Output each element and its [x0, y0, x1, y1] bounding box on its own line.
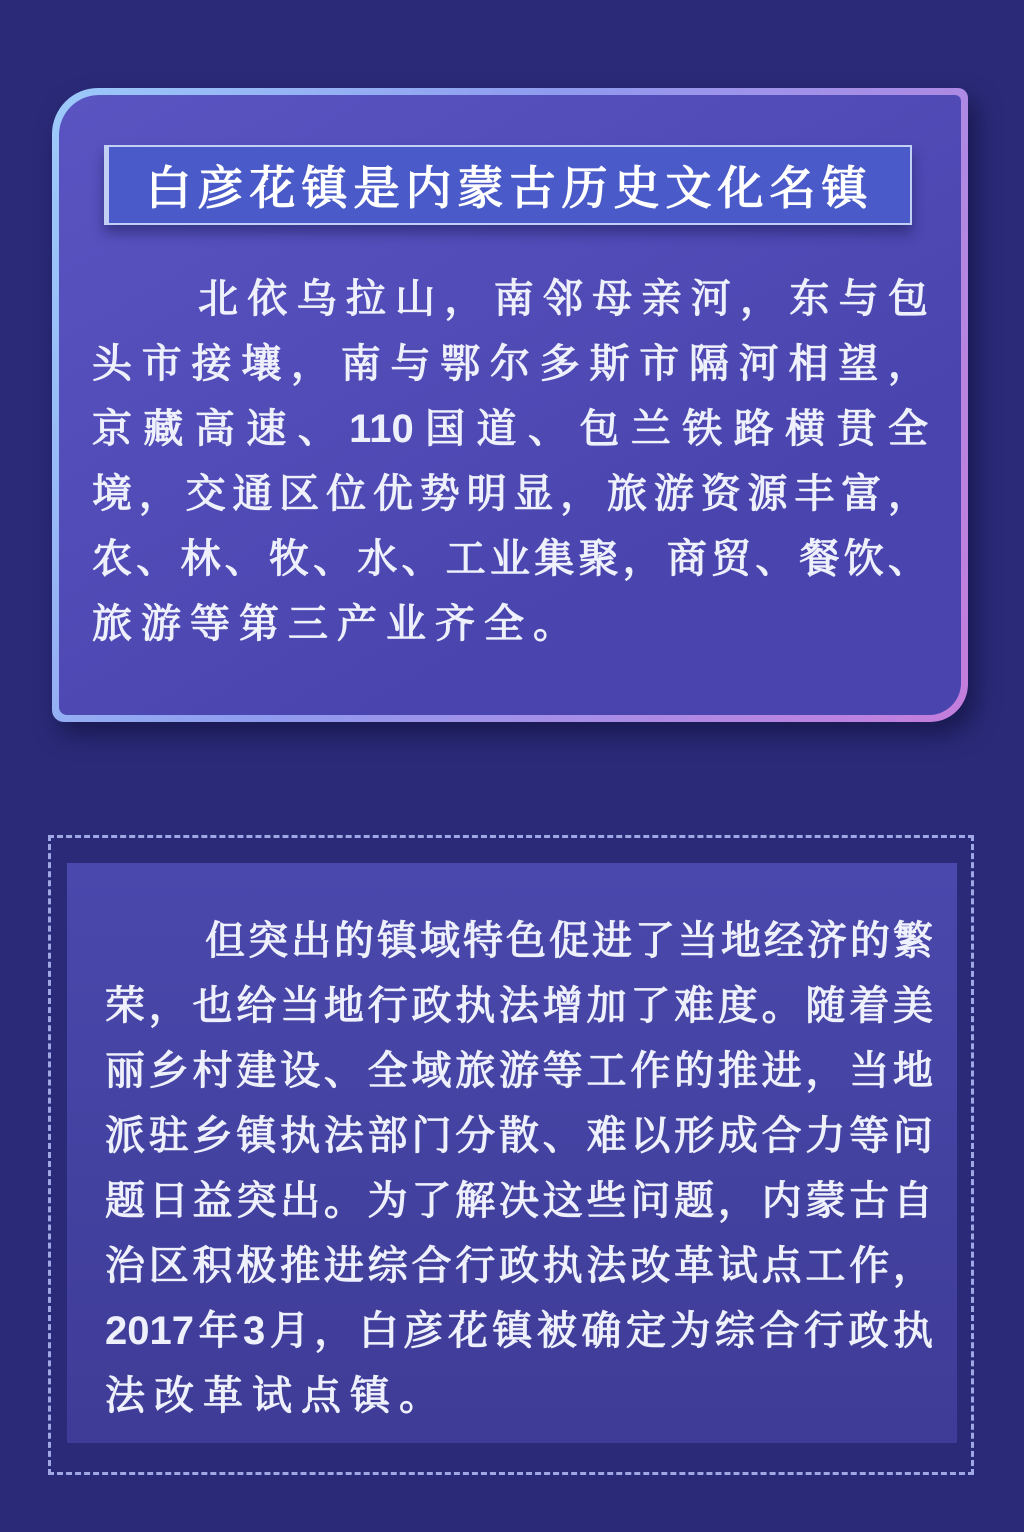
paragraph-line: 但突出的镇域特色促进了当地经济的繁	[205, 919, 933, 963]
paragraph-line: 法改革试点镇。	[105, 1374, 448, 1418]
paragraph-line: 丽乡村建设、全域旅游等工作的推进，当地	[105, 1049, 933, 1093]
paragraph-line: 北依乌拉山，南邻母亲河，东与包	[198, 277, 928, 321]
paragraph-line: 境，交通区位优势明显，旅游资源丰富，	[92, 472, 928, 516]
paragraph-line: 头市接壤，南与鄂尔多斯市隔河相望，	[92, 342, 928, 386]
title-banner	[104, 145, 912, 225]
paragraph-line: 派驻乡镇执法部门分散、难以形成合力等问	[105, 1114, 933, 1158]
paragraph-line: 题日益突出。为了解决这些问题，内蒙古自	[105, 1179, 933, 1223]
page-title: 白彦花镇是内蒙古历史文化名镇	[145, 162, 874, 214]
paragraph-line: 治区积极推进综合行政执法改革试点工作，	[105, 1244, 933, 1288]
paragraph-line: 荣，也给当地行政执法增加了难度。随着美	[105, 984, 933, 1028]
paragraph-line: 2017年3月，白彦花镇被确定为综合行政执	[105, 1309, 933, 1353]
detail-paragraph	[105, 909, 933, 1429]
hero-card-inner	[59, 95, 961, 715]
hero-paragraph	[92, 267, 928, 657]
paragraph-line: 旅游等第三产业齐全。	[92, 602, 582, 646]
detail-section-outline	[48, 835, 974, 1475]
paragraph-line: 京藏高速、110国道、包兰铁路横贯全	[92, 407, 928, 451]
hero-card	[52, 88, 968, 722]
detail-panel	[67, 863, 957, 1443]
paragraph-line: 农、林、牧、水、工业集聚，商贸、餐饮、	[92, 537, 928, 581]
